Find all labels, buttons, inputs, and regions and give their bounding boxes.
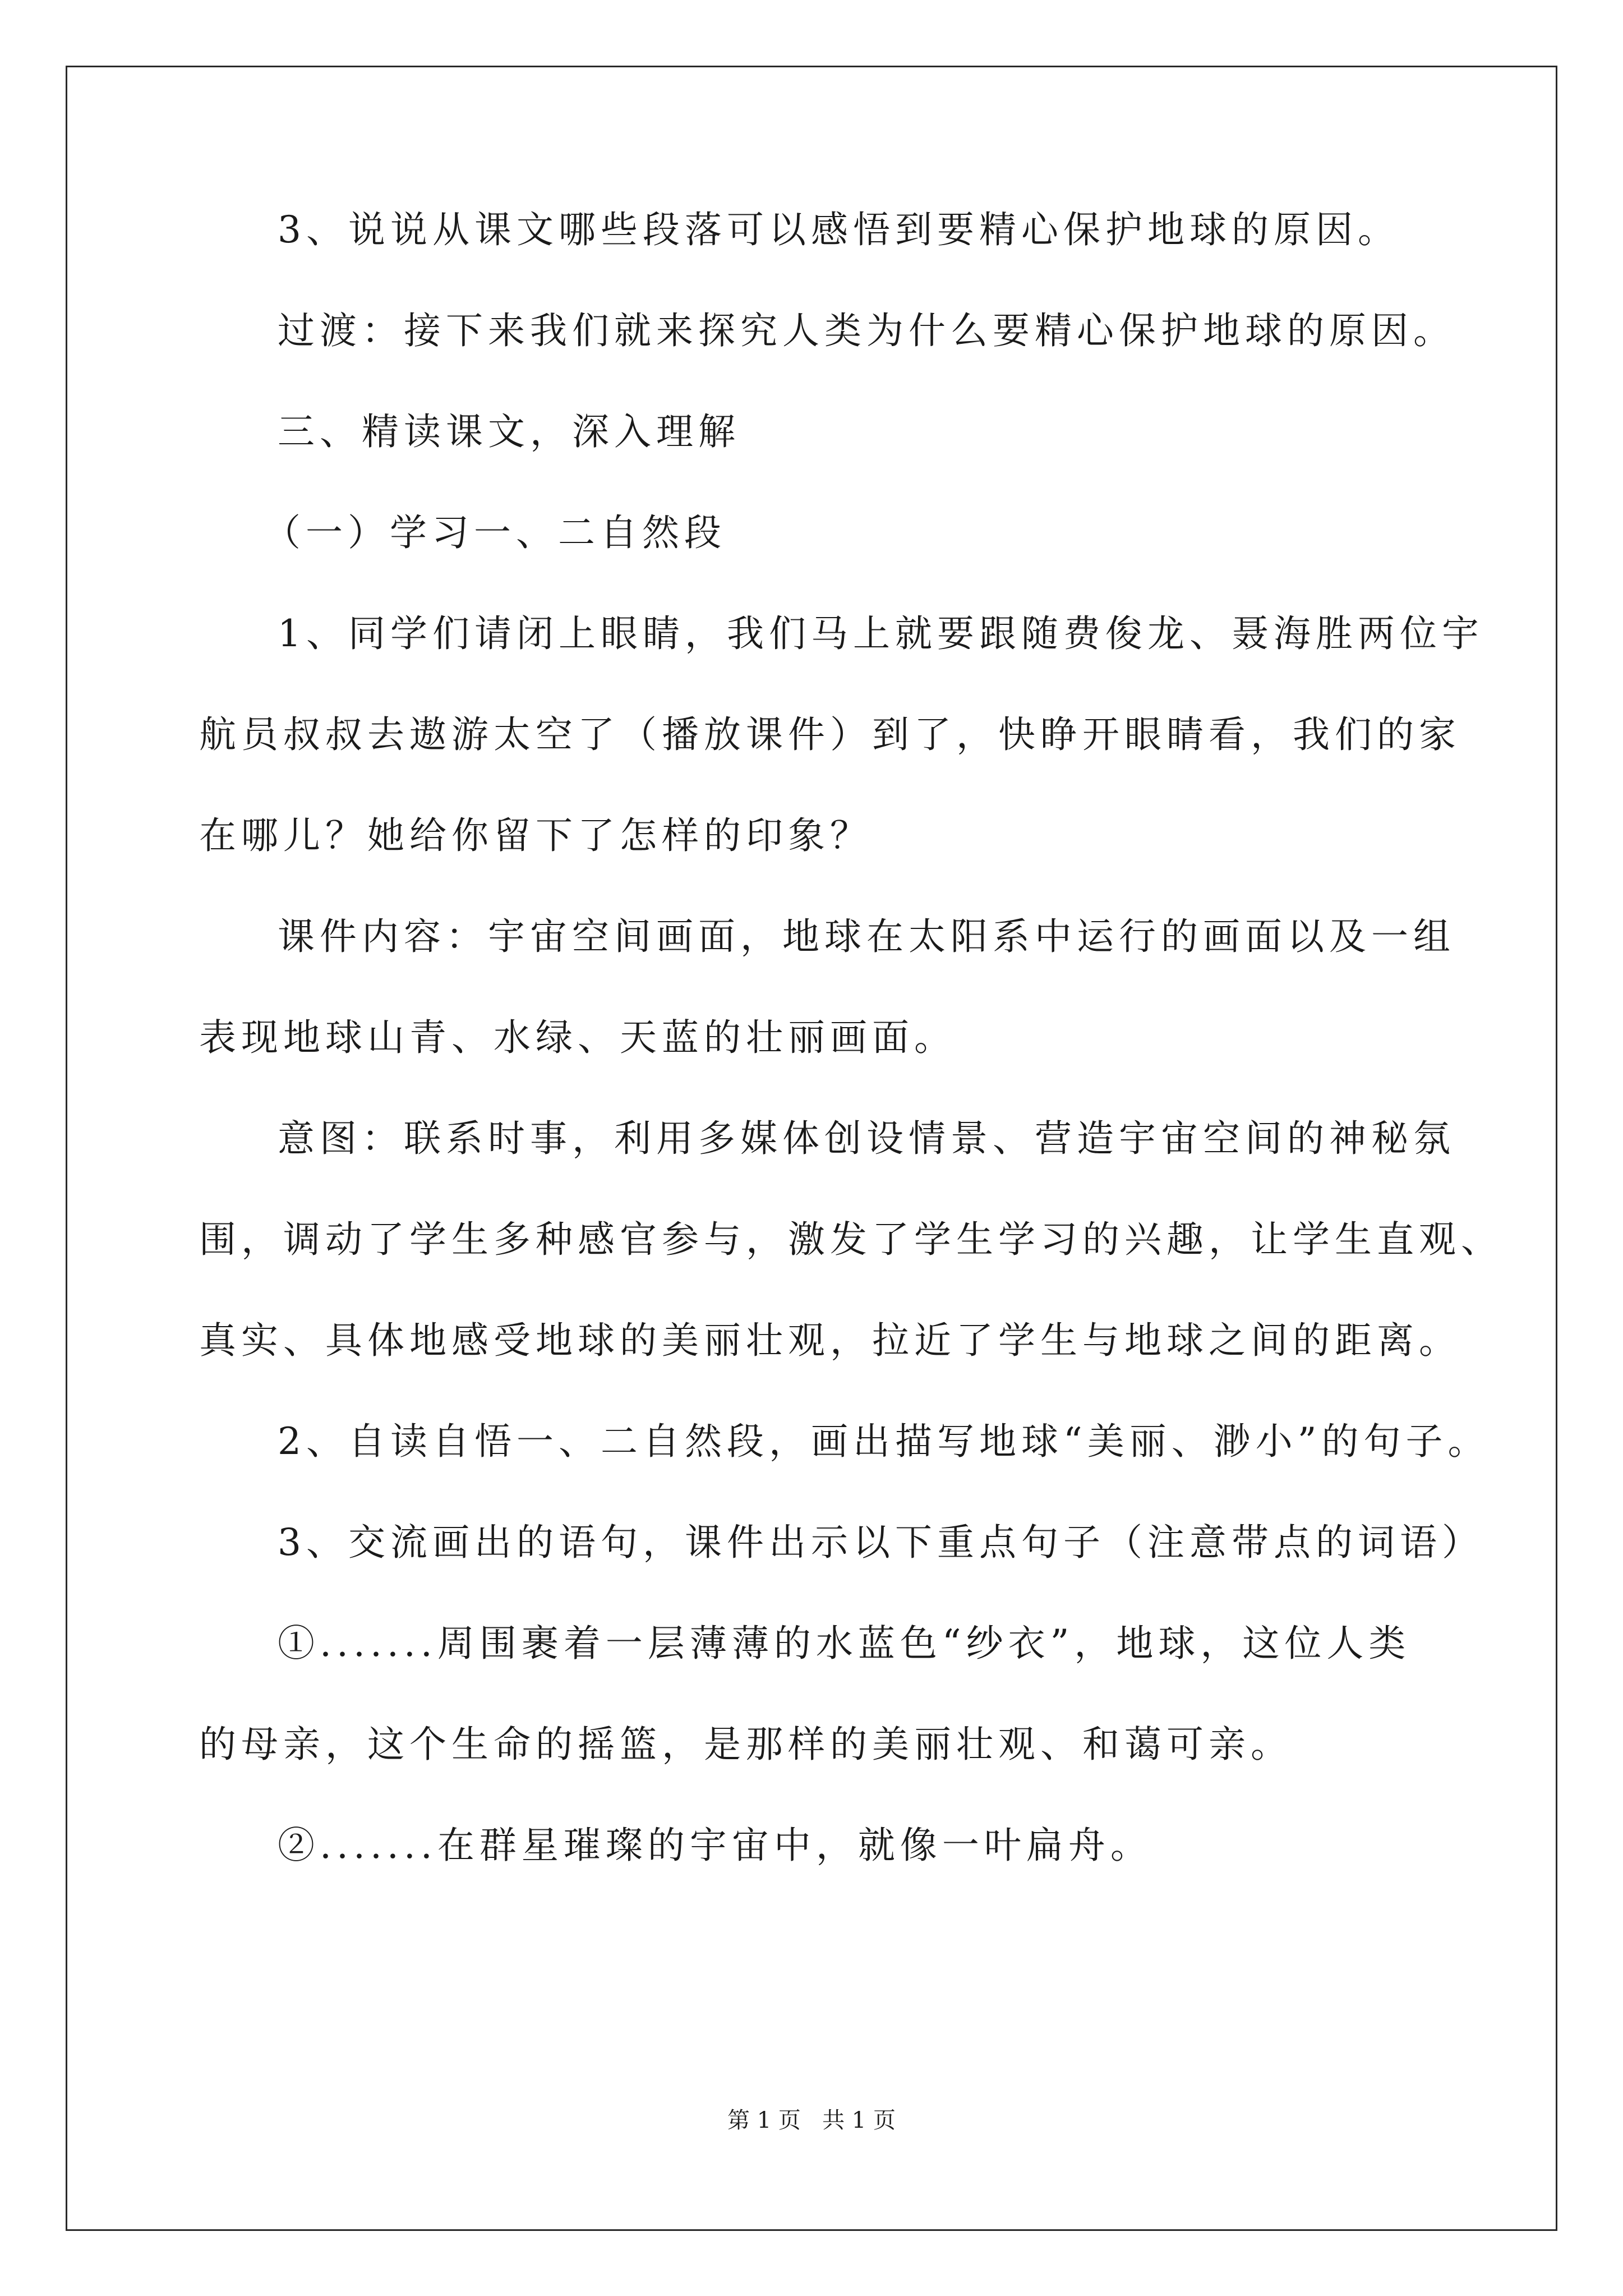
paragraph-transition: 过渡：接下来我们就来探究人类为什么要精心保护地球的原因。	[278, 309, 1455, 352]
paragraph-intent-line-3: 真实、具体地感受地球的美丽壮观，拉近了学生与地球之间的距离。	[199, 1319, 1461, 1362]
quote-sentence-1-line-1: ①.......周围裹着一层薄薄的水蓝色“纱衣”，地球，这位人类	[278, 1622, 1411, 1665]
quote-sentence-1-line-2: 的母亲，这个生命的摇篮，是那样的美丽壮观、和蔼可亲。	[199, 1723, 1293, 1766]
paragraph-item-3: 3、交流画出的语句，课件出示以下重点句子（注意带点的词语）	[278, 1521, 1484, 1564]
page-number-footer: 第 1 页 共 1 页	[727, 2108, 896, 2133]
section-heading-3: 三、精读课文，深入理解	[278, 410, 740, 453]
subsection-heading-1: （一）学习一、二自然段	[264, 511, 726, 554]
paragraph-item-1-line-2: 航员叔叔去遨游太空了（播放课件）到了，快睁开眼睛看，我们的家	[199, 713, 1461, 756]
paragraph-item-1-line-1: 1、同学们请闭上眼睛，我们马上就要跟随费俊龙、聂海胜两位宇	[278, 612, 1484, 655]
paragraph-item-1-line-3: 在哪儿？她给你留下了怎样的印象？	[199, 814, 872, 857]
paragraph-item-2: 2、自读自悟一、二自然段，画出描写地球“美丽、渺小”的句子。	[278, 1420, 1490, 1463]
paragraph-courseware-line-2: 表现地球山青、水绿、天蓝的壮丽画面。	[199, 1016, 956, 1059]
paragraph-courseware-line-1: 课件内容：宇宙空间画面，地球在太阳系中运行的画面以及一组	[278, 915, 1455, 958]
quote-sentence-2: ②.......在群星璀璨的宇宙中，就像一叶扁舟。	[278, 1824, 1152, 1867]
paragraph-intent-line-2: 围，调动了学生多种感官参与，激发了学生学习的兴趣，让学生直观、	[199, 1218, 1503, 1261]
paragraph-intent-line-1: 意图：联系时事，利用多媒体创设情景、营造宇宙空间的神秘氛	[278, 1117, 1455, 1160]
paragraph-question-3: 3、说说从课文哪些段落可以感悟到要精心保护地球的原因。	[278, 208, 1400, 251]
